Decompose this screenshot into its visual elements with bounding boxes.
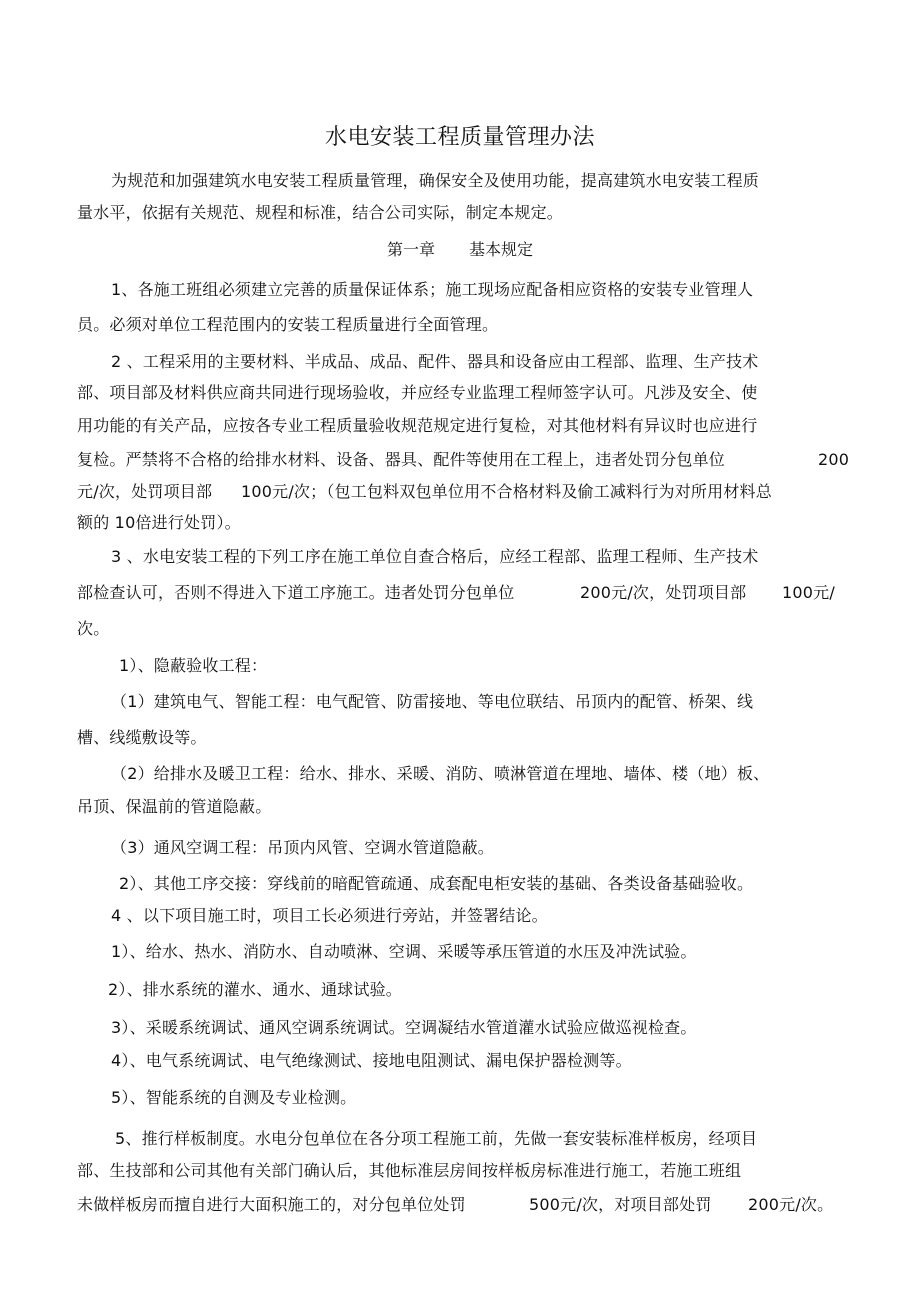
clause5-line-1: 5、推行样板制度。水电分包单位在各分项工程施工前，先做一套安装标准样板房，经项目 (115, 1129, 758, 1148)
chapter-heading (0, 240, 920, 260)
clause2-line-5a: 元/次，处罚项目部 (77, 482, 213, 501)
intro-line-1: 为规范和加强建筑水电安装工程质量管理，确保安全及使用功能，提高建筑水电安装工程质 (111, 171, 760, 190)
hidden-item3: （3）通风空调工程：吊顶内风管、空调水管道隐蔽。 (111, 838, 494, 857)
clause5-line-3a: 未做样板房而擅自进行大面积施工的，对分包单位处罚 (77, 1195, 466, 1214)
other-handover: 2）、其他工序交接：穿线前的暗配管疏通、成套配电柜安装的基础、各类设备基础验收。 (119, 874, 754, 893)
clause3-line-1: 3 、水电安装工程的下列工序在施工单位自查合格后，应经工程部、监理工程师、生产技术 (111, 547, 759, 566)
clause1-line-2: 员。必须对单位工程范围内的安装工程质量进行全面管理。 (77, 315, 499, 334)
clause3-line-2c: 100元/ (782, 583, 835, 602)
hidden-works-heading: 1）、隐蔽验收工程： (119, 656, 268, 675)
hidden-item2-line-2: 吊顶、保温前的管道隐蔽。 (77, 797, 272, 816)
clause5-line-3c: 200元/次。 (748, 1195, 834, 1214)
clause4-item-5: 5）、智能系统的自测及专业检测。 (111, 1088, 357, 1107)
clause4-heading: 4 、以下项目施工时，项目工长必须进行旁站，并签署结论。 (111, 906, 548, 925)
intro-line-2: 量水平，依据有关规范、规程和标准，结合公司实际，制定本规定。 (77, 203, 564, 222)
hidden-item1-line-2: 槽、线缆敷设等。 (77, 728, 207, 747)
clause3-line-2b: 200元/次，处罚项目部 (580, 583, 747, 602)
clause3-line-3: 次。 (77, 619, 110, 638)
hidden-item1-line-1: （1）建筑电气、智能工程：电气配管、防雷接地、等电位联结、吊顶内的配管、桥架、线 (111, 692, 754, 711)
clause4-item-2: 2）、排水系统的灌水、通水、通球试验。 (108, 980, 402, 999)
clause5-line-2: 部、生技部和公司其他有关部门确认后，其他标准层房间按样板房标准进行施工，若施工班组 (77, 1161, 742, 1180)
clause3-line-2a: 部检查认可，否则不得进入下道工序施工。违者处罚分包单位 (77, 583, 515, 602)
clause2-line-4: 复检。严禁将不合格的给排水材料、设备、器具、配件等使用在工程上，违者处罚分包单位 (77, 450, 726, 469)
clause5-line-3b: 500元/次，对项目部处罚 (529, 1195, 712, 1214)
hidden-item2-line-1: （2）给排水及暖卫工程：给水、排水、采暖、消防、喷淋管道在埋地、墙体、楼（地）板、 (111, 764, 770, 783)
document-title: 水电安装工程质量管理办法 (324, 125, 595, 150)
clause2-line-5b: 100元/次；（包工包料双包单位用不合格材料及偷工减料行为对所用材料总 (241, 482, 772, 501)
chapter-name: 基本规定 (469, 240, 534, 259)
clause4-item-4: 4）、电气系统调试、电气绝缘测试、接地电阻测试、漏电保护器检测等。 (111, 1051, 632, 1070)
clause2-line-1: 2 、工程采用的主要材料、半成品、成品、配件、器具和设备应由工程部、监理、生产技术 (111, 352, 759, 371)
clause1-line-1: 1、各施工班组必须建立完善的质量保证体系；施工现场应配备相应资格的安装专业管理人 (111, 280, 754, 299)
clause2-line-3: 用功能的有关产品，应按各专业工程质量验收规范规定进行复检，对其他材料有异议时也应进行 (77, 416, 758, 435)
clause4-item-1: 1）、给水、热水、消防水、自动喷淋、空调、采暖等承压管道的水压及冲洗试验。 (111, 942, 697, 961)
clause4-item-3: 3）、采暖系统调试、通风空调系统调试。空调凝结水管道灌水试验应做巡视检查。 (111, 1018, 697, 1037)
chapter-number: 第一章 (386, 240, 435, 259)
clause2-amount: 200 (818, 450, 850, 469)
clause2-line-6: 额的 10倍进行处罚）。 (77, 513, 241, 532)
clause2-line-2: 部、项目部及材料供应商共同进行现场验收，并应经专业监理工程师签字认可。凡涉及安全、使 (77, 383, 758, 402)
